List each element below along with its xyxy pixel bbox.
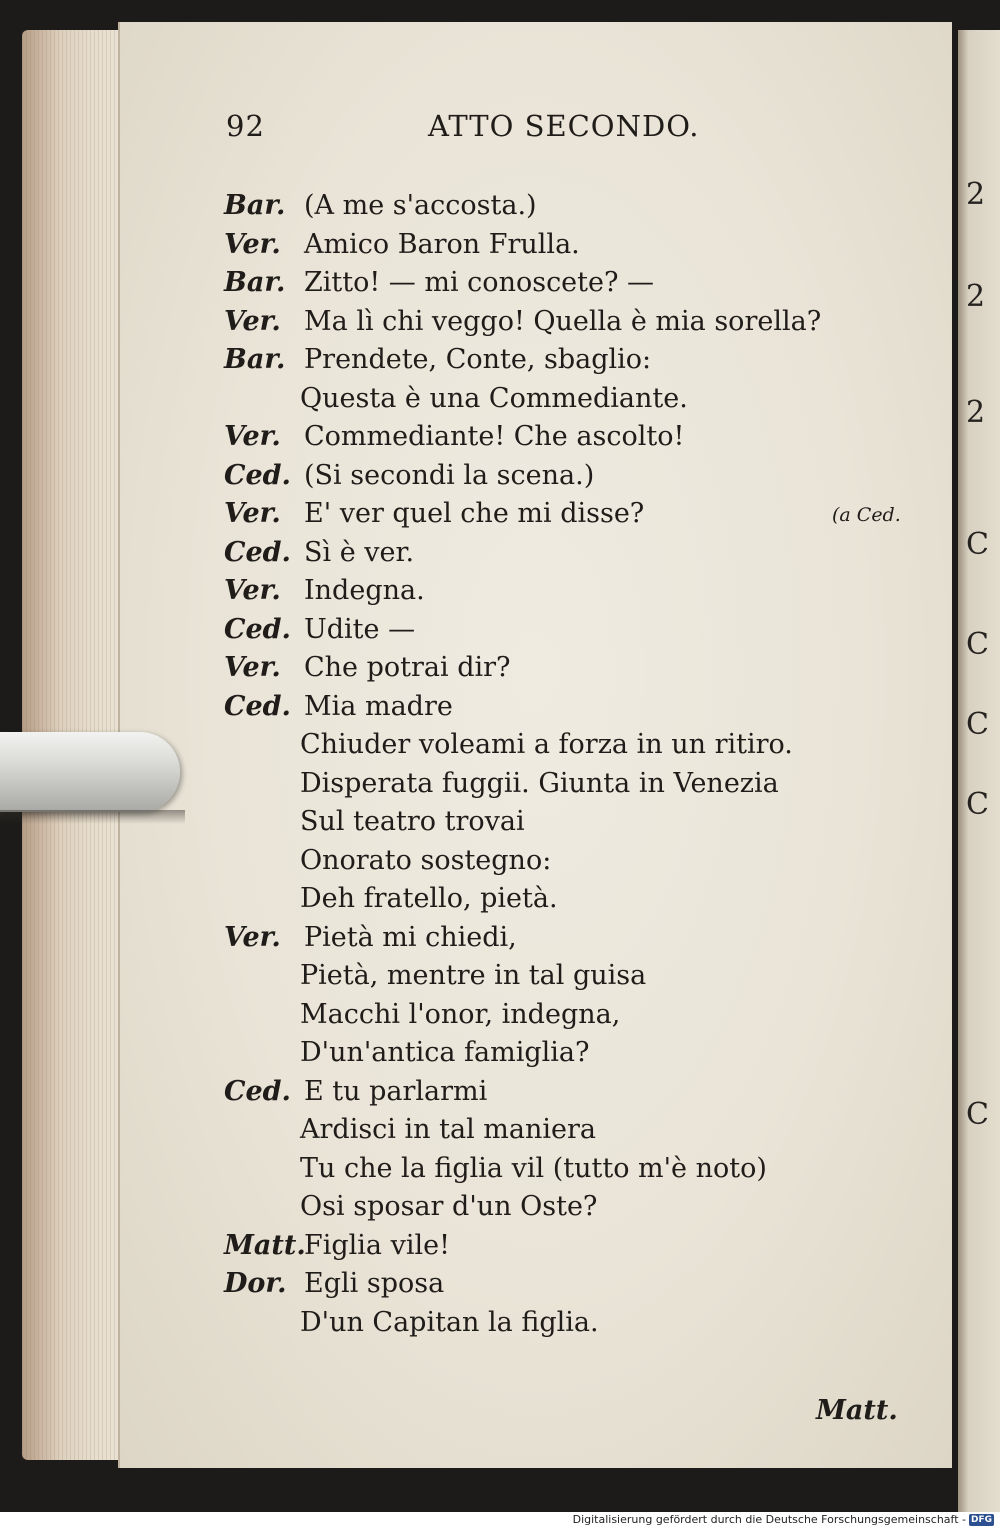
catchword: Matt. [816, 1395, 898, 1426]
dialogue-text: Egli sposa [304, 1268, 445, 1299]
dialogue-text: Questa è una Commediante. [300, 383, 688, 414]
dialogue-text: D'un Capitan la figlia. [300, 1307, 599, 1338]
dialogue-text: Pietà mi chiedi, [304, 922, 517, 953]
dialogue-text: Che potrai dir? [304, 652, 511, 683]
clip-shadow [0, 810, 185, 824]
speaker-label: Ced. [224, 460, 291, 491]
speaker-label: Ver. [224, 498, 281, 529]
dialogue-text: Deh fratello, pietà. [300, 883, 558, 914]
speaker-label: Ver. [224, 575, 281, 606]
dialogue-text: Sul teatro trovai [300, 806, 525, 837]
dfg-logo-icon: DFG [970, 1514, 992, 1525]
dialogue-text: Tu che la figlia vil (tutto m'è noto) [300, 1153, 767, 1184]
dialogue-text: Osi sposar d'un Oste? [300, 1191, 598, 1222]
speaker-label: Ver. [224, 306, 281, 337]
stage-direction: (a Ced. [832, 504, 901, 526]
dialogue-text: (A me s'accosta.) [304, 190, 537, 221]
speaker-label: Ced. [224, 691, 291, 722]
dialogue-text: E tu parlarmi [304, 1076, 488, 1107]
speaker-label: Ver. [224, 421, 281, 452]
dialogue-text: Chiuder voleami a forza in un ritiro. [300, 729, 793, 760]
speaker-label: Ver. [224, 652, 281, 683]
dialogue-text: Onorato sostegno: [300, 845, 552, 876]
dialogue-text: Ma lì chi veggo! Quella è mia sorella? [304, 306, 822, 337]
dialogue-text: Sì è ver. [304, 537, 415, 568]
dialogue-text: Pietà, mentre in tal guisa [300, 960, 647, 991]
speaker-label: Bar. [224, 267, 286, 298]
dialogue-text: Zitto! — mi conoscete? — [304, 267, 655, 298]
speaker-label: Ver. [224, 229, 281, 260]
speaker-label: Matt. [224, 1230, 306, 1261]
dialogue-text: D'un'antica famiglia? [300, 1037, 590, 1068]
speaker-label: Bar. [224, 344, 286, 375]
dialogue-text: Disperata fuggii. Giunta in Venezia [300, 768, 779, 799]
footer-credit [573, 1513, 994, 1526]
dialogue-text: Udite — [304, 614, 416, 645]
speaker-label: Bar. [224, 190, 286, 221]
dialogue-text: (Si secondi la scena.) [304, 460, 595, 491]
speaker-label: Ced. [224, 614, 291, 645]
dialogue-text: Figlia vile! [304, 1230, 450, 1261]
dialogue-text: Commediante! Che ascolto! [304, 421, 685, 452]
page-clip [0, 732, 180, 812]
page-title: ATTO SECONDO. [428, 109, 700, 143]
book-page [118, 22, 952, 1468]
page-number: 92 [226, 109, 265, 143]
footer-text: Digitalisierung gefördert durch die Deutsche Forschungsgemeinschaft - [572, 1513, 966, 1526]
speaker-label: Ced. [224, 1076, 291, 1107]
right-page-fragment: 2 2 2 C C C C C [958, 30, 1000, 1512]
dialogue-text: Macchi l'onor, indegna, [300, 999, 621, 1030]
speaker-label: Dor. [224, 1268, 287, 1299]
dialogue-text: Mia madre [304, 691, 453, 722]
speaker-label: Ced. [224, 537, 291, 568]
dialogue-text: E' ver quel che mi disse? [304, 498, 645, 529]
dialogue-text: Amico Baron Frulla. [304, 229, 580, 260]
speaker-label: Ver. [224, 922, 281, 953]
dialogue-text: Ardisci in tal maniera [300, 1114, 596, 1145]
dialogue-text: Indegna. [304, 575, 425, 606]
dialogue-text: Prendete, Conte, sbaglio: [304, 344, 652, 375]
